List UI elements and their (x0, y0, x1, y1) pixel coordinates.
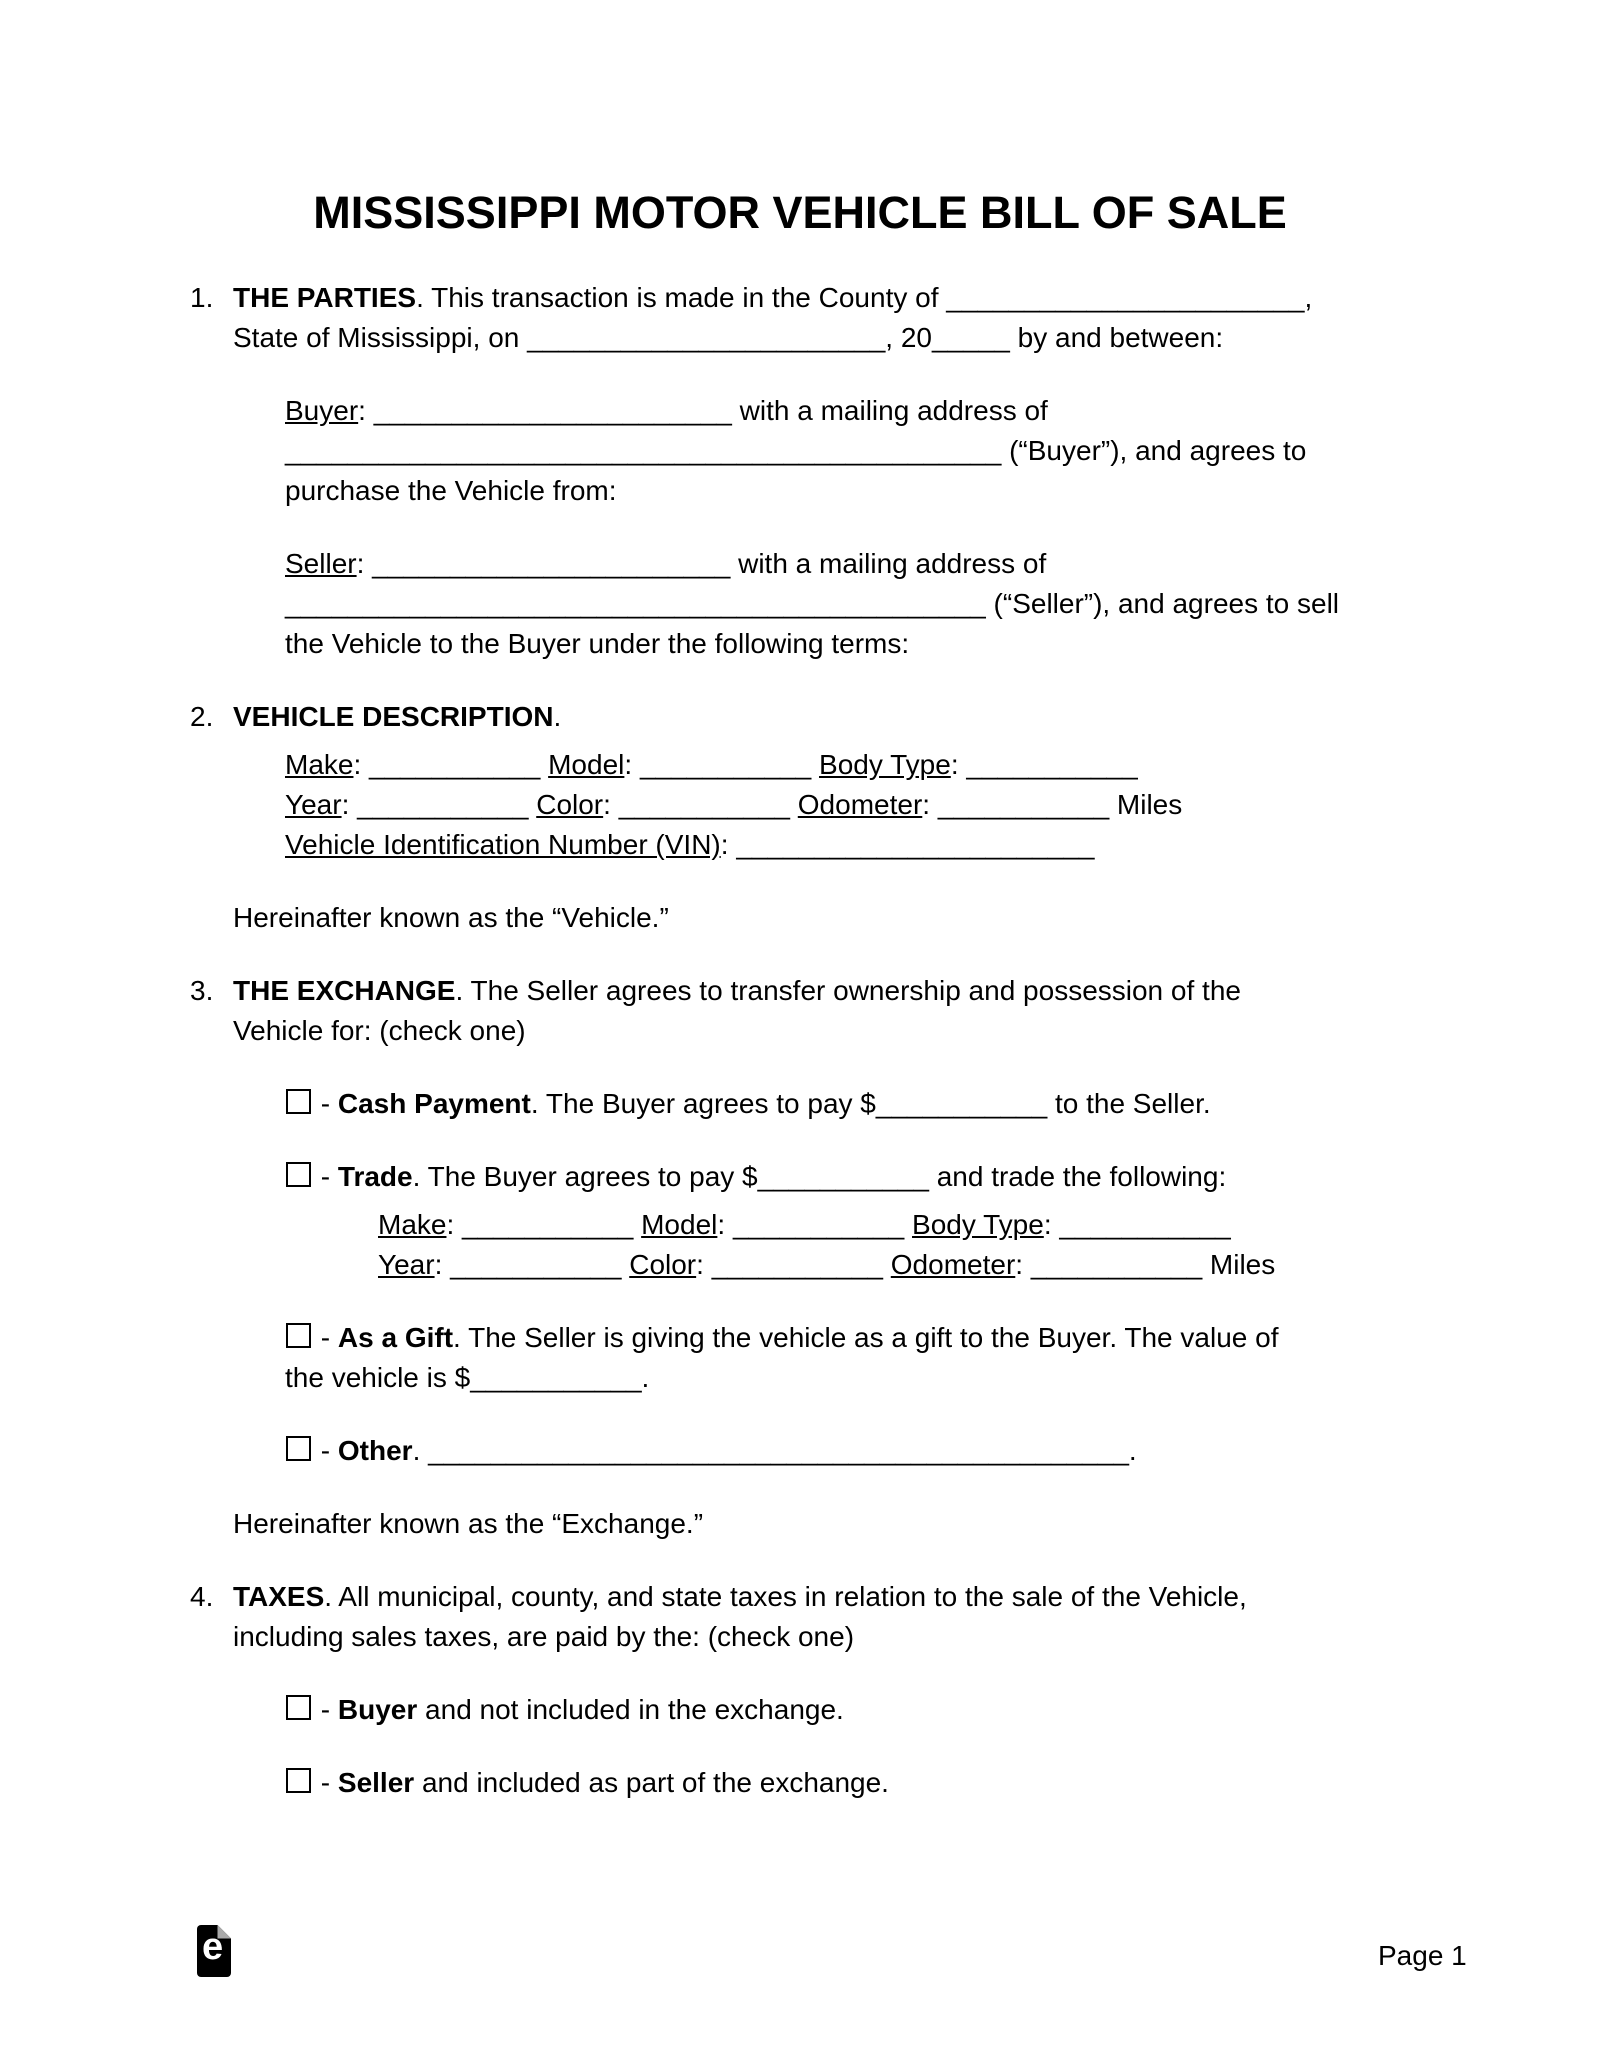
bold-label: TAXES (233, 1581, 325, 1612)
bold-label: THE EXCHANGE (233, 975, 456, 1006)
text-run: : (434, 1249, 451, 1280)
taxes-buyer-option (190, 1690, 1410, 1730)
underlined-label: Body Type (912, 1209, 1044, 1240)
text-run: Hereinafter known as the “Vehicle.” (233, 902, 669, 933)
gift-option (190, 1318, 1410, 1398)
underlined-label: Color (629, 1249, 697, 1280)
underlined-label: Body Type (819, 749, 951, 780)
exchange-definition-note (190, 1504, 1410, 1544)
text-run (633, 1209, 641, 1240)
blank-field[interactable]: _____________________________________________ (285, 588, 986, 619)
text-run: - (313, 1435, 338, 1466)
text-line (285, 1318, 1410, 1358)
underlined-label: Seller (285, 548, 357, 579)
blank-field[interactable]: ___________ (618, 789, 790, 820)
text-run: . All municipal, county, and state taxes in relation to the sale of the Vehicle, (324, 1581, 1247, 1612)
blank-field[interactable]: ______________________________________________ (285, 435, 1002, 466)
text-run: : (950, 749, 967, 780)
text-line (233, 1577, 1410, 1617)
text-line (233, 318, 1410, 358)
text-line (285, 471, 1410, 511)
text-run: purchase the Vehicle from: (285, 475, 617, 506)
text-run: . (553, 701, 562, 732)
eforms-logo-icon (197, 1925, 231, 1977)
text-run: . (641, 1362, 650, 1393)
text-run: : (696, 1249, 712, 1280)
text-line (285, 1431, 1410, 1471)
text-run: . This transaction is made in the County of (416, 282, 947, 313)
blank-field[interactable]: ___________ (470, 1362, 642, 1393)
text-run: : (356, 548, 373, 579)
text-run: Miles (1202, 1249, 1276, 1280)
section-number: 1. (190, 282, 214, 313)
text-run: State of Mississippi, on (233, 322, 528, 353)
blank-field[interactable]: _______________________ (736, 829, 1095, 860)
text-line (285, 745, 1410, 785)
text-run: - (313, 1322, 338, 1353)
section-4-taxes (190, 1577, 1410, 1657)
checkbox[interactable] (286, 1162, 311, 1187)
bold-label: As a Gift (337, 1322, 454, 1353)
text-run: Miles (1109, 789, 1183, 820)
text-run: . The Seller agrees to transfer ownership and possession of the (455, 975, 1241, 1006)
text-run: : (353, 749, 370, 780)
text-run (811, 749, 819, 780)
buyer-clause (190, 391, 1410, 511)
text-run: the vehicle is $ (285, 1362, 471, 1393)
checkbox[interactable] (286, 1089, 311, 1114)
text-run: Vehicle for: (check one) (233, 1015, 526, 1046)
section-number: 3. (190, 975, 214, 1006)
text-run: and trade the following: (928, 1161, 1227, 1192)
blank-field[interactable]: ___________ (450, 1249, 622, 1280)
text-run: the Vehicle to the Buyer under the following terms: (285, 628, 910, 659)
text-run: by and between: (1009, 322, 1224, 353)
text-line (233, 1617, 1410, 1657)
other-option (190, 1431, 1410, 1471)
logo-letter: e (202, 1926, 224, 1968)
text-run: : (358, 395, 374, 426)
blank-field[interactable]: _______________________ (372, 548, 731, 579)
underlined-label: Year (378, 1249, 435, 1280)
text-run: : (341, 789, 358, 820)
blank-field[interactable]: ___________ (1059, 1209, 1231, 1240)
trade-vehicle-fields (190, 1205, 1410, 1285)
text-line (285, 1157, 1410, 1197)
text-run: . The Seller is giving the vehicle as a gift to the Buyer. The value of (453, 1322, 1279, 1353)
document-body (190, 278, 1410, 1803)
text-line (233, 1011, 1410, 1051)
blank-field[interactable]: ___________ (732, 1209, 905, 1240)
text-line (285, 391, 1410, 431)
text-run: : (1015, 1249, 1031, 1280)
taxes-seller-option (190, 1763, 1410, 1803)
underlined-label: Year (285, 789, 342, 820)
vehicle-definition-note (190, 898, 1410, 938)
document-title: MISSISSIPPI MOTOR VEHICLE BILL OF SALE (313, 187, 1287, 238)
text-line (285, 544, 1410, 584)
text-line (285, 584, 1410, 624)
underlined-label: Color (536, 789, 604, 820)
blank-field[interactable]: _______________________ (946, 282, 1305, 313)
text-run: (“Buyer”), and agrees to (1001, 435, 1307, 466)
bold-label: Seller (337, 1767, 415, 1798)
blank-field[interactable]: ___________ (757, 1161, 929, 1192)
text-line (233, 971, 1410, 1011)
text-line (285, 624, 1410, 664)
section-number: 4. (190, 1581, 214, 1612)
blank-field[interactable]: ___________ (369, 749, 541, 780)
text-run (540, 749, 548, 780)
checkbox[interactable] (286, 1323, 311, 1348)
seller-clause (190, 544, 1410, 664)
text-line (285, 1690, 1410, 1730)
text-run: : (717, 1209, 733, 1240)
checkbox[interactable] (286, 1695, 311, 1720)
blank-field[interactable]: _____ (932, 322, 1010, 353)
bold-label: Buyer (337, 1694, 418, 1725)
text-run: - (313, 1161, 338, 1192)
bold-label: Other (337, 1435, 413, 1466)
section-1-the-parties (190, 278, 1410, 358)
text-run: to the Seller. (1047, 1088, 1211, 1119)
page-number: Page 1 (1378, 1940, 1467, 1971)
text-line (233, 278, 1410, 318)
checkbox[interactable] (286, 1768, 311, 1793)
text-run: : (1043, 1209, 1060, 1240)
blank-field[interactable]: ___________ (639, 749, 812, 780)
text-run: (“Seller”), and agrees to sell (985, 588, 1340, 619)
blank-field[interactable]: ___________ (711, 1249, 883, 1280)
text-run: with a mailing address of (731, 395, 1048, 426)
text-run: : (446, 1209, 463, 1240)
text-run: : (624, 749, 640, 780)
cash-payment-option (190, 1084, 1410, 1124)
text-run: : (720, 829, 737, 860)
checkbox[interactable] (286, 1436, 311, 1461)
text-run: . (412, 1435, 429, 1466)
text-line (233, 697, 1410, 737)
text-run (904, 1209, 912, 1240)
text-run: . The Buyer agrees to pay $ (530, 1088, 876, 1119)
text-run: , (1304, 282, 1313, 313)
text-run: - (313, 1767, 338, 1798)
text-line (285, 1084, 1410, 1124)
blank-field[interactable]: _______________________ (373, 395, 732, 426)
text-run: and included as part of the exchange. (414, 1767, 889, 1798)
underlined-label: Odometer (797, 789, 923, 820)
text-line (285, 785, 1410, 825)
blank-field[interactable]: ___________ (357, 789, 529, 820)
text-line (378, 1205, 1410, 1245)
underlined-label: Vehicle Identification Number (VIN) (285, 829, 721, 860)
text-run: Hereinafter known as the “Exchange.” (233, 1508, 704, 1539)
text-run: : (603, 789, 619, 820)
vehicle-description-fields (190, 745, 1410, 865)
bold-label: THE PARTIES (233, 282, 417, 313)
underlined-label: Odometer (890, 1249, 1016, 1280)
underlined-label: Buyer (285, 395, 359, 426)
text-line (233, 898, 1410, 938)
text-line (285, 431, 1410, 471)
text-run: - (313, 1694, 338, 1725)
text-run: : (922, 789, 938, 820)
section-2-vehicle-description (190, 697, 1410, 737)
text-line (285, 1358, 1410, 1398)
text-line (233, 1504, 1410, 1544)
text-run: , 20 (885, 322, 932, 353)
text-run: and not included in the exchange. (417, 1694, 844, 1725)
bold-label: VEHICLE DESCRIPTION (233, 701, 554, 732)
text-run: including sales taxes, are paid by the: (check one) (233, 1621, 855, 1652)
text-run (883, 1249, 891, 1280)
text-run: - (313, 1088, 338, 1119)
bold-label: Cash Payment (337, 1088, 531, 1119)
blank-field[interactable]: ___________ (462, 1209, 634, 1240)
text-run: . (1128, 1435, 1137, 1466)
blank-field[interactable]: ___________ (966, 749, 1138, 780)
text-run (790, 789, 798, 820)
text-run: . The Buyer agrees to pay $ (412, 1161, 758, 1192)
blank-field[interactable]: ___________ (937, 789, 1110, 820)
trade-option (190, 1157, 1410, 1197)
blank-field[interactable]: ___________ (875, 1088, 1048, 1119)
blank-field[interactable]: _____________________________________________ (428, 1435, 1129, 1466)
section-3-the-exchange (190, 971, 1410, 1051)
underlined-label: Model (548, 749, 625, 780)
text-run: with a mailing address of (730, 548, 1047, 579)
underlined-label: Make (285, 749, 354, 780)
text-line (378, 1245, 1410, 1285)
blank-field[interactable]: _______________________ (527, 322, 886, 353)
text-line (285, 825, 1410, 865)
text-line (285, 1763, 1410, 1803)
section-number: 2. (190, 701, 214, 732)
bold-label: Trade (337, 1161, 413, 1192)
underlined-label: Model (641, 1209, 718, 1240)
blank-field[interactable]: ___________ (1030, 1249, 1203, 1280)
underlined-label: Make (378, 1209, 447, 1240)
